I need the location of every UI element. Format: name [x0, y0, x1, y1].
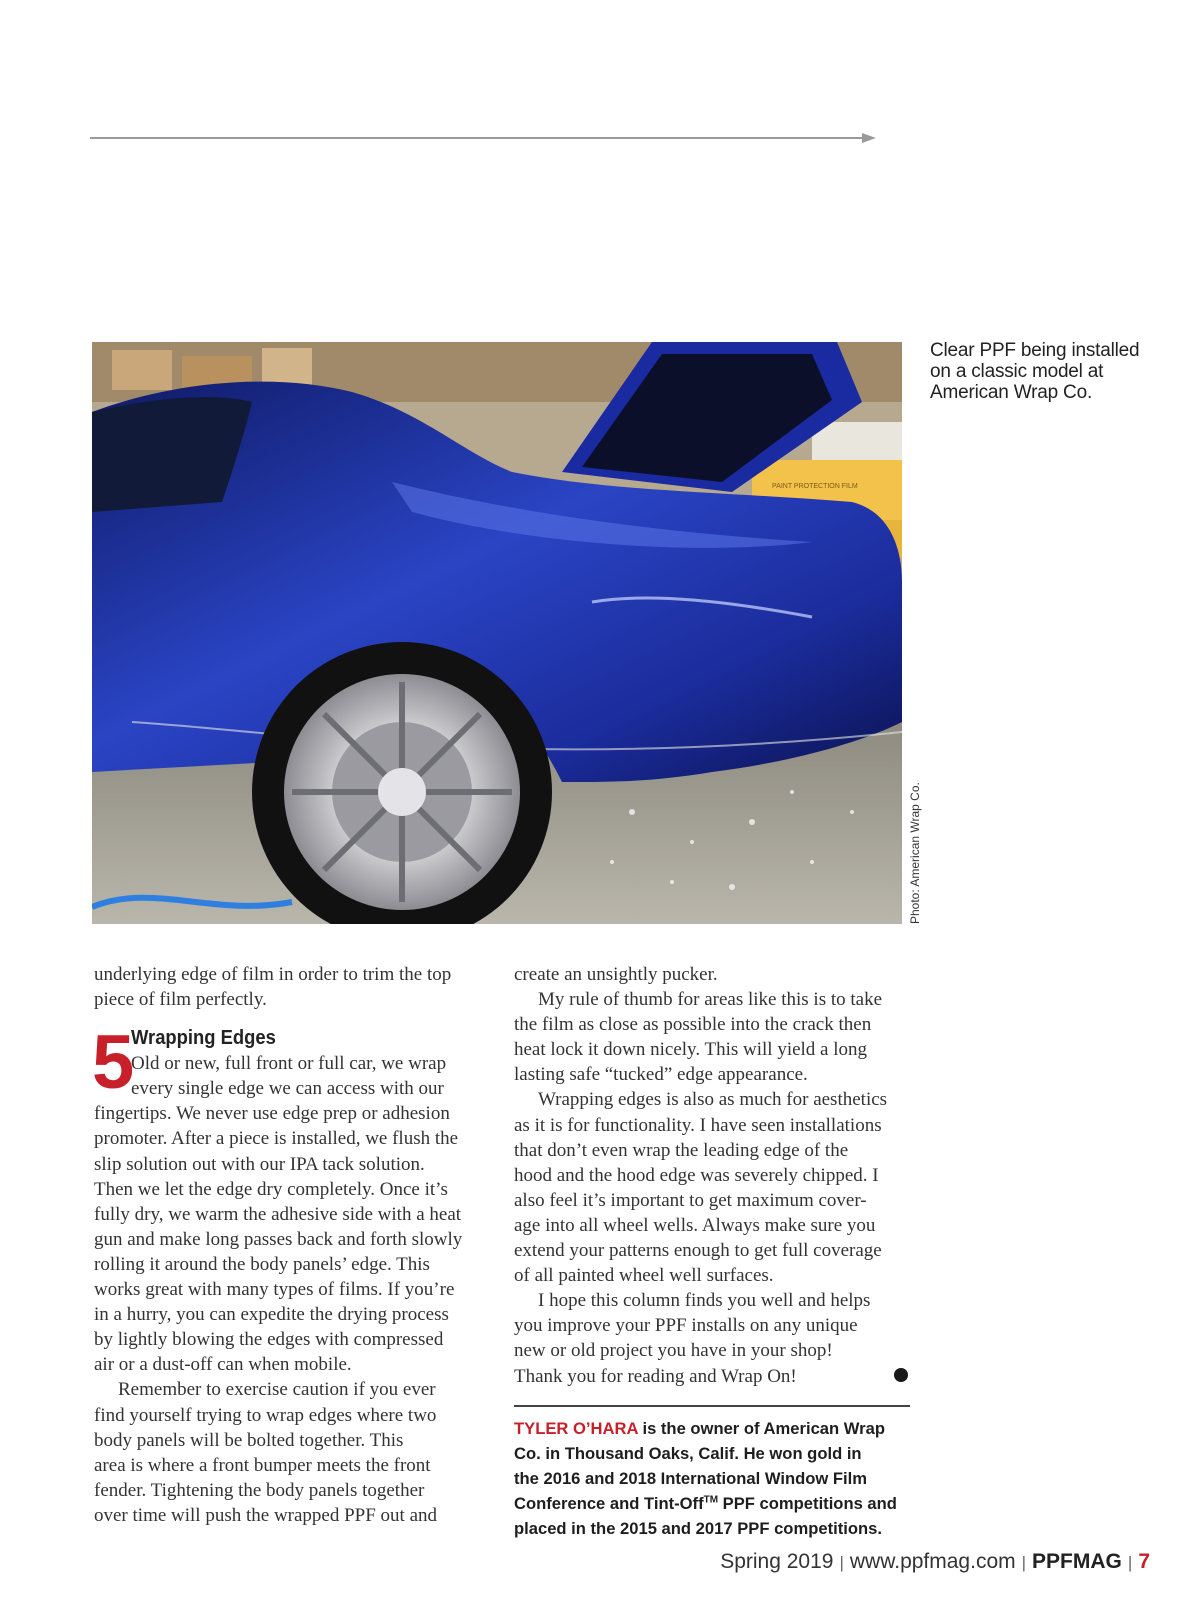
text-line: air or a dust-off can when mobile. [94, 1354, 352, 1376]
right-column [514, 962, 914, 1389]
text-line: area is where a front bumper meets the front [94, 1454, 431, 1476]
magazine-brand: PPFMAG [1032, 1550, 1122, 1573]
text-line: the film as close as possible into the crack then [514, 1014, 872, 1036]
photo-credit: Photo: American Wrap Co. [908, 782, 922, 924]
text-line: gun and make long passes back and forth slowly [94, 1228, 463, 1250]
text-line: Old or new, full front or full car, we wrap [131, 1053, 447, 1075]
end-of-article-mark [894, 1368, 908, 1382]
footer-separator: | [1021, 1553, 1027, 1572]
left-column [94, 962, 494, 1528]
text-line: Wrapping edges is also as much for aesthetics [538, 1089, 888, 1111]
text-line: lasting safe “tucked” edge appearance. [514, 1064, 808, 1086]
page-number: 7 [1138, 1550, 1150, 1573]
text-line: Thank you for reading and Wrap On! [514, 1365, 797, 1387]
author-name: TYLER O’HARA [514, 1419, 638, 1438]
bio-text: Conference and Tint-Off [514, 1494, 704, 1514]
text-line: underlying edge of film in order to trim the top [94, 964, 452, 985]
bio-divider [514, 1405, 910, 1407]
caption-line: on a classic model at [930, 361, 1104, 382]
website-link[interactable]: www.ppfmag.com [849, 1550, 1016, 1573]
text-line: works great with many types of films. If you’re [94, 1279, 455, 1301]
section-heading: Wrapping Edges [131, 1027, 276, 1050]
text-line: find yourself trying to wrap edges where two [94, 1404, 437, 1426]
photo-caption [930, 340, 1170, 403]
footer-separator: | [839, 1553, 844, 1572]
text-line: rolling it around the body panels’ edge. This [94, 1253, 430, 1275]
text-line: create an unsightly pucker. [514, 964, 718, 985]
text-line: piece of film perfectly. [94, 989, 267, 1011]
text-line: also feel it’s important to get maximum cover- [514, 1189, 867, 1211]
text-line: of all painted wheel well surfaces. [514, 1265, 774, 1287]
text-line: Remember to exercise caution if you ever [118, 1379, 436, 1401]
text-line: slip solution out with our IPA tack solution. [94, 1153, 425, 1175]
bio-text: the 2016 and 2018 International Window Film [514, 1469, 868, 1489]
issue-label: Spring 2019 [720, 1550, 834, 1573]
text-line: in a hurry, you can expedite the drying process [94, 1304, 449, 1326]
text-line: over time will push the wrapped PPF out and [94, 1504, 438, 1526]
footer-separator: | [1127, 1553, 1133, 1572]
svg-text:PAINT PROTECTION FILM: PAINT PROTECTION FILM [772, 483, 858, 490]
text-line: extend your patterns enough to get full coverage [514, 1240, 882, 1262]
section-number: 5 [92, 1020, 135, 1106]
text-line: fender. Tightening the body panels together [94, 1479, 425, 1501]
caption-line: Clear PPF being installed [930, 340, 1140, 361]
text-line: that don’t even wrap the leading edge of the [514, 1139, 849, 1161]
text-line: heat lock it down nicely. This will yield a long [514, 1039, 868, 1061]
text-line: age into all wheel wells. Always make sure you [514, 1214, 876, 1236]
author-bio [514, 1416, 914, 1541]
page-footer [720, 1550, 1150, 1574]
text-line: Then we let the edge dry completely. Once it’s [94, 1178, 448, 1200]
text-line: body panels will be bolted together. This [94, 1429, 404, 1451]
caption-line: American Wrap Co. [930, 382, 1093, 403]
text-line: as it is for functionality. I have seen installations [514, 1114, 882, 1136]
text-line: hood and the hood edge was severely chipped. I [514, 1164, 879, 1186]
bio-text: is the owner of American Wrap [637, 1419, 885, 1438]
trademark-mark: TM [703, 1494, 719, 1506]
car-photo [92, 342, 902, 924]
bio-text: PPF competitions and [718, 1494, 897, 1514]
text-line: by lightly blowing the edges with compressed [94, 1329, 444, 1351]
text-line: My rule of thumb for areas like this is to take [538, 989, 883, 1011]
paragraph-caution [94, 1377, 494, 1528]
section-wrapping-edges [92, 1020, 494, 1106]
text-line: fingertips. We never use edge prep or adhesion [94, 1103, 450, 1125]
text-line: fully dry, we warm the adhesive side with a heat [94, 1203, 462, 1225]
text-line: I hope this column finds you well and helps [538, 1290, 871, 1312]
arrow-rule [90, 132, 876, 144]
bio-text: placed in the 2015 and 2017 PPF competitions. [514, 1519, 882, 1539]
section-body [94, 1101, 494, 1377]
text-line: you improve your PPF installs on any unique [514, 1315, 858, 1337]
text-line: promoter. After a piece is installed, we flush the [94, 1128, 459, 1150]
bio-text: Co. in Thousand Oaks, Calif. He won gold in [514, 1444, 862, 1464]
text-line: every single edge we can access with our [131, 1078, 444, 1100]
text-line: new or old project you have in your shop! [514, 1340, 833, 1362]
